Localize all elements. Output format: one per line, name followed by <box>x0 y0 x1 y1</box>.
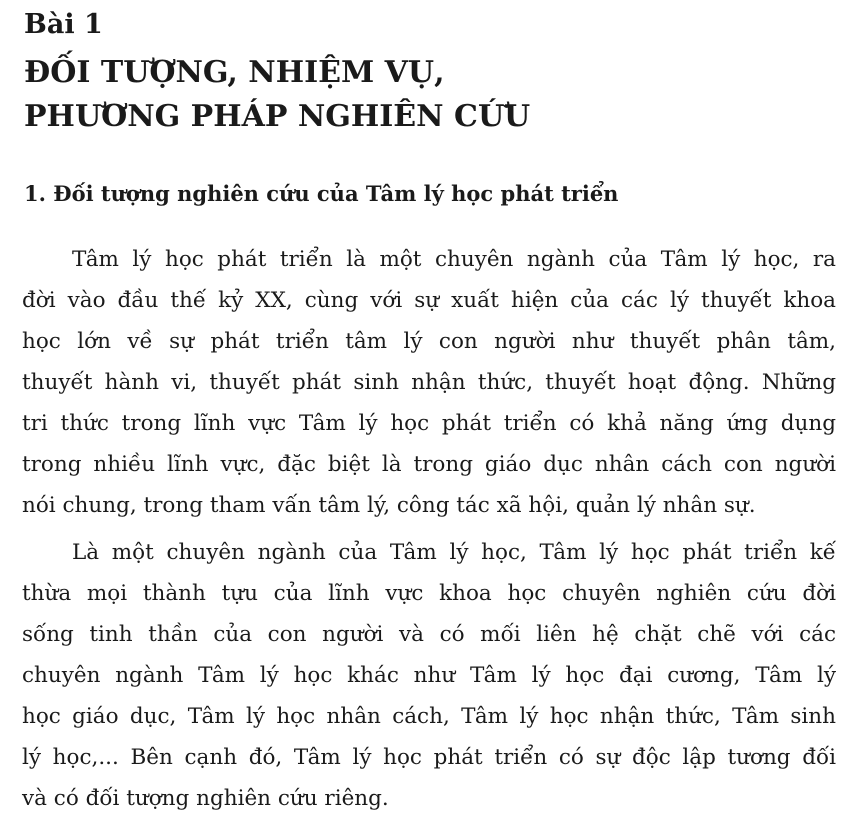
paragraph-line: thừa mọi thành tựu của lĩnh vực khoa học chuyên nghiên cứu đời <box>22 581 836 606</box>
paragraph-line: trong nhiều lĩnh vực, đặc biệt là trong giáo dục nhân cách con người <box>22 452 836 477</box>
paragraph-line: Tâm lý học phát triển là một chuyên ngành của Tâm lý học, ra <box>72 247 836 272</box>
lesson-title-line: PHƯƠNG PHÁP NGHIÊN CỨU <box>24 99 531 134</box>
paragraph-line: chuyên ngành Tâm lý học khác như Tâm lý học đại cương, Tâm lý <box>22 663 836 688</box>
paragraph-line: tri thức trong lĩnh vực Tâm lý học phát triển có khả năng ứng dụng <box>22 411 836 436</box>
paragraph-line: Là một chuyên ngành của Tâm lý học, Tâm lý học phát triển kế <box>72 540 836 565</box>
paragraph-line: nói chung, trong tham vấn tâm lý, công tác xã hội, quản lý nhân sự. <box>22 493 756 518</box>
paragraph-line: và có đối tượng nghiên cứu riêng. <box>22 786 389 811</box>
section-heading: 1. Đối tượng nghiên cứu của Tâm lý học phát triển <box>24 181 619 206</box>
paragraph-line: học giáo dục, Tâm lý học nhân cách, Tâm lý học nhận thức, Tâm sinh <box>22 704 836 729</box>
paragraph-line: học lớn về sự phát triển tâm lý con người như thuyết phân tâm, <box>22 329 836 354</box>
paragraph-line: đời vào đầu thế kỷ XX, cùng với sự xuất hiện của các lý thuyết khoa <box>22 288 836 313</box>
paragraph-line: sống tinh thần của con người và có mối liên hệ chặt chẽ với các <box>22 622 836 647</box>
lesson-title-line: ĐỐI TƯỢNG, NHIỆM VỤ, <box>24 55 445 90</box>
lesson-label: Bài 1 <box>24 9 103 40</box>
paragraph-line: lý học,... Bên cạnh đó, Tâm lý học phát triển có sự độc lập tương đối <box>22 745 836 770</box>
paragraph-line: thuyết hành vi, thuyết phát sinh nhận thức, thuyết hoạt động. Những <box>22 370 836 395</box>
